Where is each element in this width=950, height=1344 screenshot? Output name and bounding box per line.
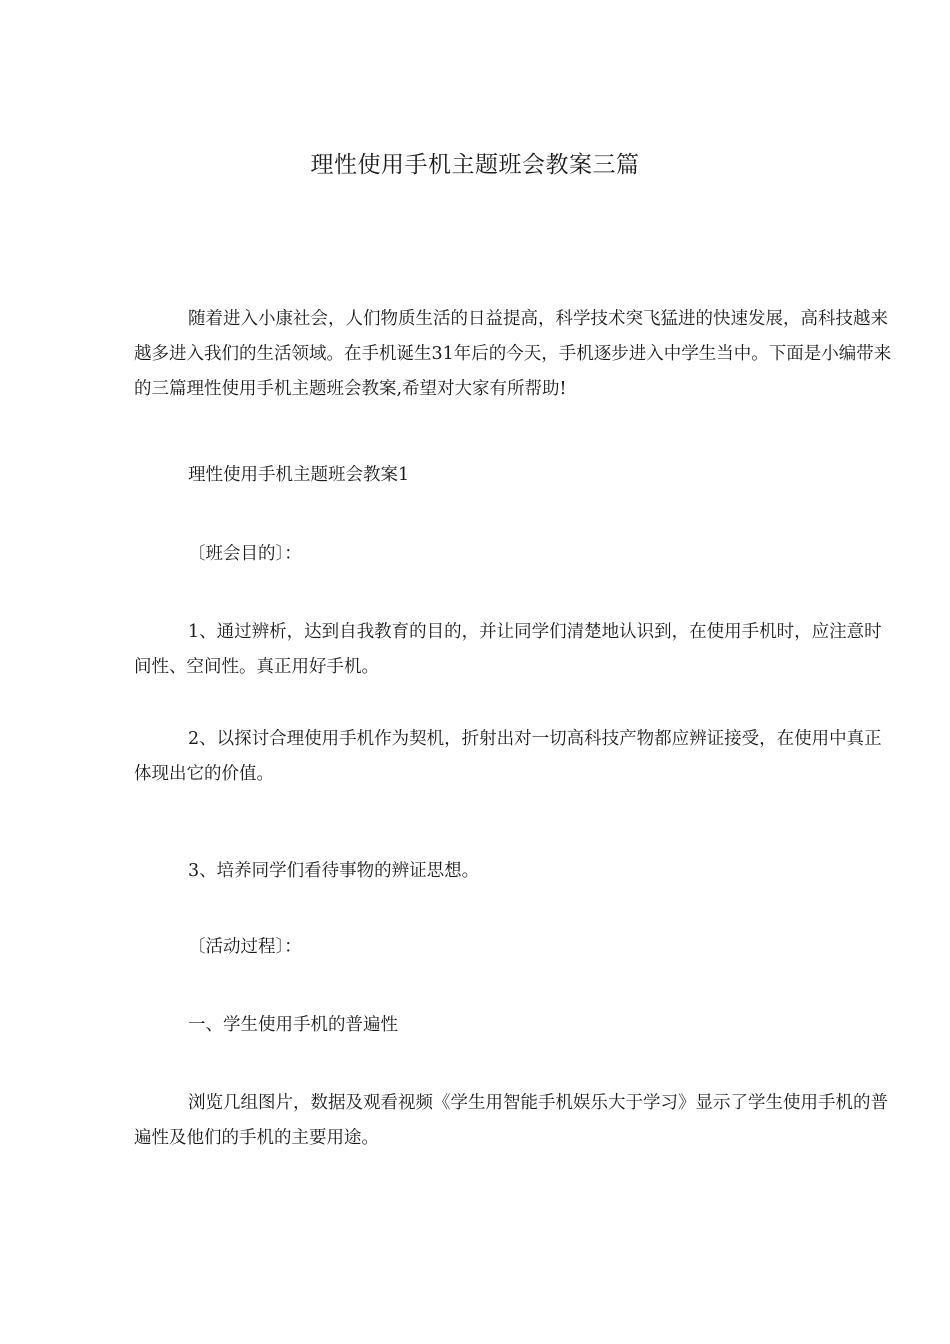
section-heading-process: 〔活动过程〕： (188, 937, 302, 957)
process-step-1-body: 浏览几组图片，数据及观看视频《学生用智能手机娱乐大于学习》显示了学生使用手机的普遍性及他们的手机的主要用途。 (134, 1093, 888, 1148)
document-title: 理性使用手机主题班会教案三篇 (310, 152, 640, 178)
intro-paragraph: 随着进入小康社会，人们物质生活的日益提高，科学技术突飞猛进的快速发展，高科技越来越多进入我们的生活领域。在手机诞生31年后的今天，手机逐步进入中学生当中。下面是小编带来的三篇理性使用手机主题班会教案,希望对大家有所帮助! (134, 309, 892, 399)
section-heading-plan-1: 理性使用手机主题班会教案1 (188, 465, 410, 485)
purpose-item-3: 3、培养同学们看待事物的辨证思想。 (188, 861, 480, 881)
purpose-item-1: 1、通过辨析，达到自我教育的目的，并让同学们清楚地认识到，在使用手机时，应注意时间性、空间性。真正用好手机。 (134, 622, 882, 677)
purpose-item-2: 2、以探讨合理使用手机作为契机，折射出对一切高科技产物都应辨证接受，在使用中真正体现出它的价值。 (134, 729, 882, 784)
section-heading-purpose: 〔班会目的〕： (188, 544, 302, 564)
process-step-1-heading: 一、学生使用手机的普遍性 (188, 1015, 398, 1035)
